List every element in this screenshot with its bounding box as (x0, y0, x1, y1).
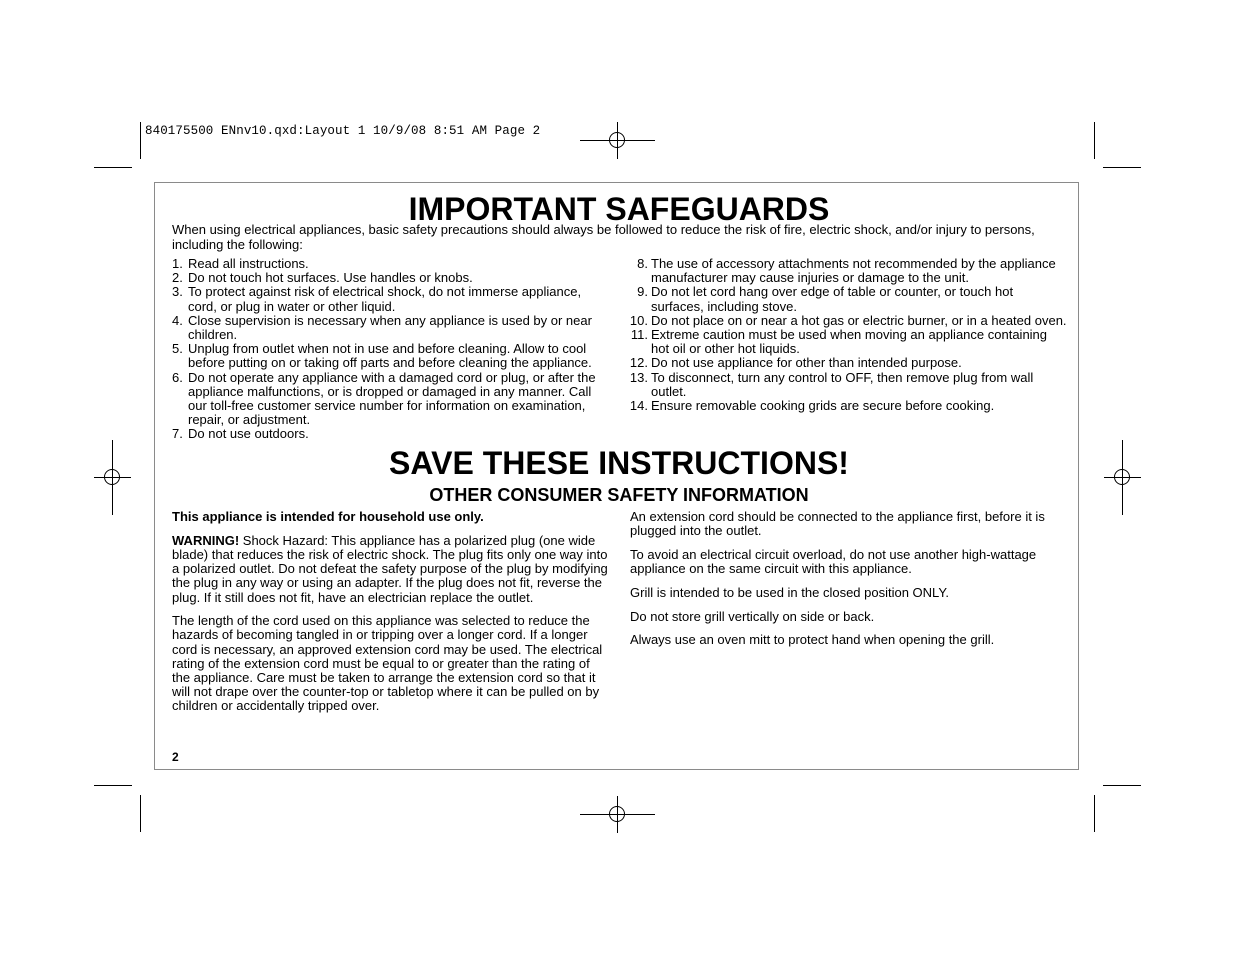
item-number: 2. (172, 270, 183, 286)
warning-paragraph (172, 534, 610, 605)
list-item (628, 314, 1068, 328)
list-item (628, 399, 1068, 413)
item-number: 3. (172, 284, 183, 300)
item-number: 6. (172, 369, 183, 385)
item-text: Read all instructions. (188, 256, 309, 271)
other-safety-heading: OTHER CONSUMER SAFETY INFORMATION (429, 485, 809, 505)
other-info-left-column (172, 510, 610, 723)
safeguards-list-left (172, 257, 612, 442)
list-item (172, 285, 612, 313)
item-number: 9. (637, 284, 648, 300)
page-title: IMPORTANT SAFEGUARDS (408, 191, 830, 227)
item-number: 4. (172, 312, 183, 328)
item-number: 5. (172, 341, 183, 357)
item-text: Do not let cord hang over edge of table or counter, or touch hot surfaces, including stove. (651, 284, 1014, 314)
item-text: Extreme caution must be used when moving an appliance containing hot oil or other hot liquids. (651, 327, 1048, 357)
item-text: Do not operate any appliance with a damaged cord or plug, or after the appliance malfunctions, or is dropped or damaged in any manner. Call our toll-free customer service number for information on examination, repair, or adjustment. (188, 369, 596, 428)
item-number: 7. (172, 426, 183, 442)
item-number: 13. (629, 369, 648, 385)
list-item (628, 285, 1068, 313)
info-paragraph: Grill is intended to be used in the closed position ONLY. (630, 584, 949, 600)
item-text: Close supervision is necessary when any appliance is used by or near children. (188, 312, 592, 343)
list-item (628, 257, 1068, 285)
info-paragraph: Do not store grill vertically on side or back. (630, 608, 875, 624)
household-use-note: This appliance is intended for household use only. (172, 509, 484, 524)
list-item (172, 257, 612, 271)
item-text: To protect against risk of electrical shock, do not immerse appliance, cord, or plug in water or other liquid. (188, 284, 582, 314)
other-info-right-column (630, 510, 1066, 657)
item-text: Ensure removable cooking grids are secure before cooking. (651, 398, 995, 414)
intro-paragraph: When using electrical appliances, basic safety precautions should always be followed to reduce the risk of fire, electric shock, and/or injury to persons, including the following: (172, 222, 1035, 252)
info-paragraph: An extension cord should be connected to the appliance first, before it is plugged into the outlet. (630, 509, 1045, 539)
item-text: Unplug from outlet when not in use and before cleaning. Allow to cool before putting on or taking off parts and before cleaning the appliance. (188, 341, 592, 371)
list-item (628, 371, 1068, 399)
print-slug: 840175500 ENnv10.qxd:Layout 1 10/9/08 8:51 AM Page 2 (145, 124, 541, 138)
list-item (172, 342, 612, 370)
item-number: 14. (629, 398, 648, 414)
info-paragraph: To avoid an electrical circuit overload, do not use another high-wattage appliance on the same circuit with this appliance. (630, 546, 1037, 577)
list-item (628, 356, 1068, 370)
list-item (172, 314, 612, 342)
cord-paragraph: The length of the cord used on this appliance was selected to reduce the hazards of becoming tangled in or tripping over a longer cord. If a longer cord is necessary, an approved extension cord may be used. The electrical rating of the extension cord must be equal to or greater than the rating of the appliance. Care must be taken to arrange the extension cord so that it will not drape over the counter-top or tabletop where it can be pulled on by children or accidentally tripped over. (172, 613, 603, 714)
save-instructions-heading: SAVE THESE INSTRUCTIONS! (389, 445, 849, 481)
list-item (628, 328, 1068, 356)
list-item (172, 427, 612, 441)
list-item (172, 371, 612, 428)
safeguards-list-right (628, 257, 1068, 413)
item-text: Do not touch hot surfaces. Use handles or knobs. (188, 270, 473, 286)
item-number: 8. (637, 256, 648, 271)
item-text: The use of accessory attachments not recommended by the appliance manufacturer may cause injuries or damage to the unit. (651, 256, 1056, 286)
item-text: Do not use outdoors. (188, 426, 309, 442)
item-number: 11. (630, 327, 648, 343)
warning-text: Shock Hazard: This appliance has a polarized plug (one wide blade) that reduces the risk of electric shock. The plug fits only one way into a polarized outlet. Do not defeat the safety purpose of the plug by modifying the plug in any way or using an adapter. If the plug does not fit, reverse the plug. If it still does not fit, have an electrician replace the outlet. (172, 532, 608, 605)
item-text: Do not use appliance for other than intended purpose. (651, 355, 962, 371)
item-number: 12. (629, 355, 648, 371)
page-number: 2 (172, 750, 179, 764)
item-number: 10. (629, 312, 648, 328)
warning-label: WARNING! (172, 532, 240, 548)
item-text: Do not place on or near a hot gas or electric burner, or in a heated oven. (651, 312, 1067, 328)
item-number: 1. (172, 256, 183, 271)
info-paragraph: Always use an oven mitt to protect hand when opening the grill. (630, 632, 995, 648)
list-item (172, 271, 612, 285)
item-text: To disconnect, turn any control to OFF, then remove plug from wall outlet. (651, 369, 1034, 399)
